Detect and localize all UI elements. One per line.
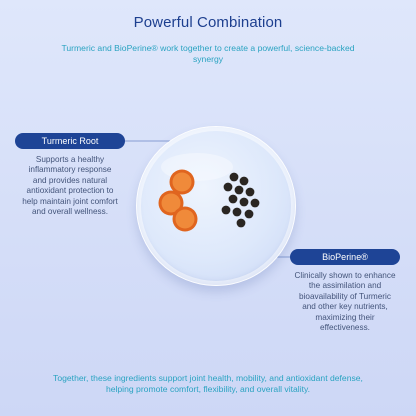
page-subtitle: Turmeric and BioPerine® work together to create a powerful, science-backed synergy — [61, 43, 355, 64]
footer-summary: Together, these ingredients support joint health, mobility, and antioxidant defense, helping promote comfort, flexibility, and overall vitality. — [53, 373, 363, 394]
page-title: Powerful Combination — [133, 14, 283, 31]
turmeric-slices — [159, 170, 198, 232]
turmeric-root-description: Supports a healthy inflammatory response and provides natural antioxidant protection to help maintain joint comfort and overall wellness. — [22, 155, 118, 217]
turmeric-root-label: Turmeric Root — [15, 133, 125, 149]
bioperine-label: BioPerine® — [290, 249, 400, 265]
black-pepper-grains — [222, 173, 260, 228]
ingredients-illustration — [137, 127, 295, 285]
petri-dish-image — [136, 126, 296, 286]
bioperine-description: Clinically shown to enhance the assimilation and bioavailability of Turmeric and other key nutrients, maximizing their effectiveness. — [294, 271, 396, 333]
